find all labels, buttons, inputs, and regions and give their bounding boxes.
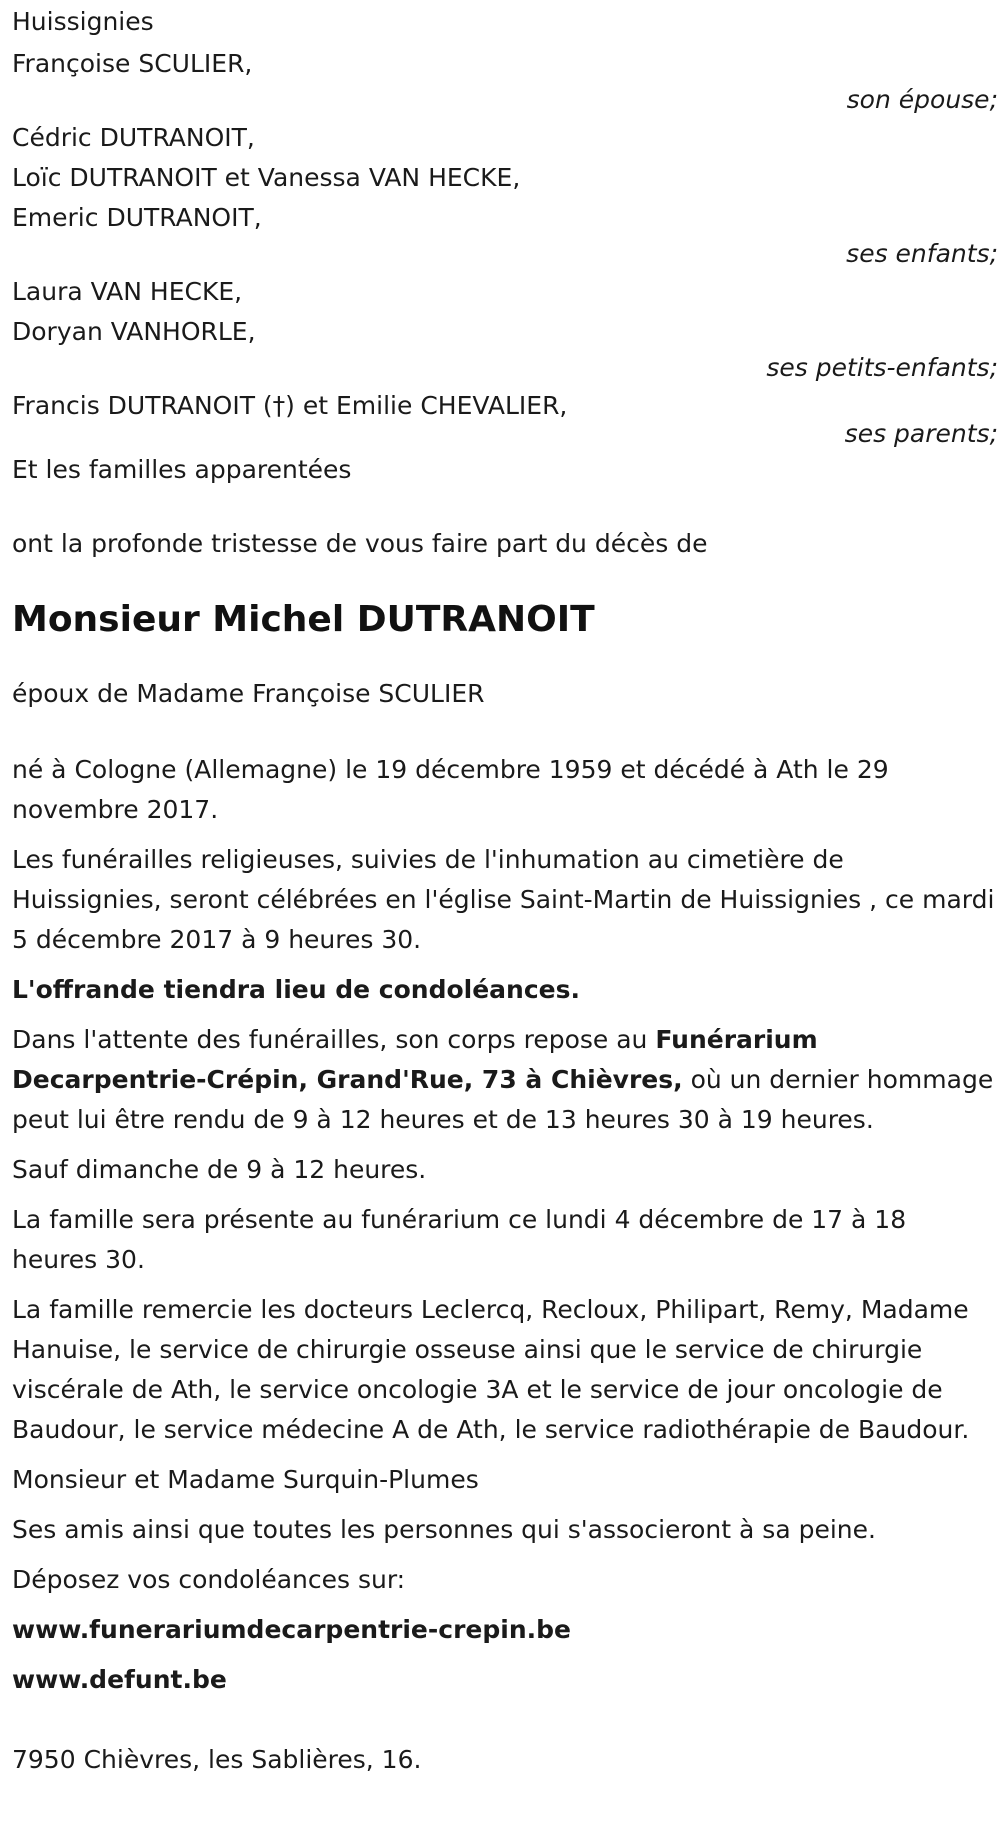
grandchild-name: Laura VAN HECKE,	[12, 277, 243, 306]
birth-death-text: né à Cologne (Allemagne) le 19 décembre 1959 et décédé à Ath le 29 novembre 2017.	[12, 755, 889, 824]
spouse-role: son épouse;	[846, 85, 998, 114]
grandchildren-role: ses petits-enfants;	[766, 353, 998, 382]
village-name: Huissignies	[12, 7, 154, 36]
child-name: Loïc DUTRANOIT et Vanessa VAN HECKE,	[12, 163, 521, 192]
spouse-of-text: époux de Madame Françoise SCULIER	[12, 679, 485, 708]
offering-text: L'offrande tiendra lieu de condoléances.	[12, 975, 580, 1004]
sunday-text: Sauf dimanche de 9 à 12 heures.	[12, 1155, 427, 1184]
relatives-line: Et les familles apparentées	[12, 455, 352, 484]
viewing-outro: où un dernier hommage peut lui être rendu de 9 à 12 heures et de 13 heures 30 à 19 heures.	[12, 1065, 994, 1134]
friends-text: Ses amis ainsi que toutes les personnes qui s'associeront à sa peine.	[12, 1515, 876, 1544]
announcement-text: ont la profonde tristesse de vous faire part du décès de	[12, 529, 708, 558]
family-present-text: La famille sera présente au funérarium ce lundi 4 décembre de 17 à 18 heures 30.	[12, 1205, 907, 1274]
deceased-name: Monsieur Michel DUTRANOIT	[12, 599, 595, 640]
condolences-label: Déposez vos condoléances sur:	[12, 1565, 406, 1594]
viewing-text	[12, 1020, 998, 1140]
thanks-text: La famille remercie les docteurs Leclercq, Recloux, Philipart, Remy, Madame Hanuise, le service de chirurgie osseuse ainsi que le service de chirurgie viscérale de Ath, le service oncologie 3A et le service de jour oncologie de Baudour, le service médecine A de Ath, le service radiothérapie de Baudour.	[12, 1295, 970, 1444]
defunt-link[interactable]: www.defunt.be	[12, 1665, 227, 1694]
parents-role: ses parents;	[844, 419, 998, 448]
parents-names: Francis DUTRANOIT (†) et Emilie CHEVALIER,	[12, 391, 568, 420]
funeral-text: Les funérailles religieuses, suivies de l'inhumation au cimetière de Huissignies, seront célébrées en l'église Saint-Martin de Huissignies , ce mardi 5 décembre 2017 à 9 heures 30.	[12, 845, 995, 954]
child-name: Cédric DUTRANOIT,	[12, 123, 255, 152]
viewing-intro: Dans l'attente des funérailles, son corps repose au	[12, 1025, 656, 1054]
children-role: ses enfants;	[846, 239, 998, 268]
spouse-name: Françoise SCULIER,	[12, 49, 253, 78]
child-name: Emeric DUTRANOIT,	[12, 203, 262, 232]
condolences-link[interactable]: www.funerariumdecarpentrie-crepin.be	[12, 1615, 571, 1644]
obituary-notice	[0, 2, 1000, 1836]
address-text: 7950 Chièvres, les Sablières, 16.	[12, 1745, 422, 1774]
grandchildren-group	[12, 272, 998, 384]
neighbors-text: Monsieur et Madame Surquin-Plumes	[12, 1465, 479, 1494]
funerarium-location: Funérarium Decarpentrie-Crépin, Grand'Rue, 73 à Chièvres,	[12, 1025, 818, 1094]
spouse-group	[12, 44, 998, 116]
children-group	[12, 118, 998, 270]
parents-group	[12, 386, 998, 450]
grandchild-name: Doryan VANHORLE,	[12, 317, 256, 346]
